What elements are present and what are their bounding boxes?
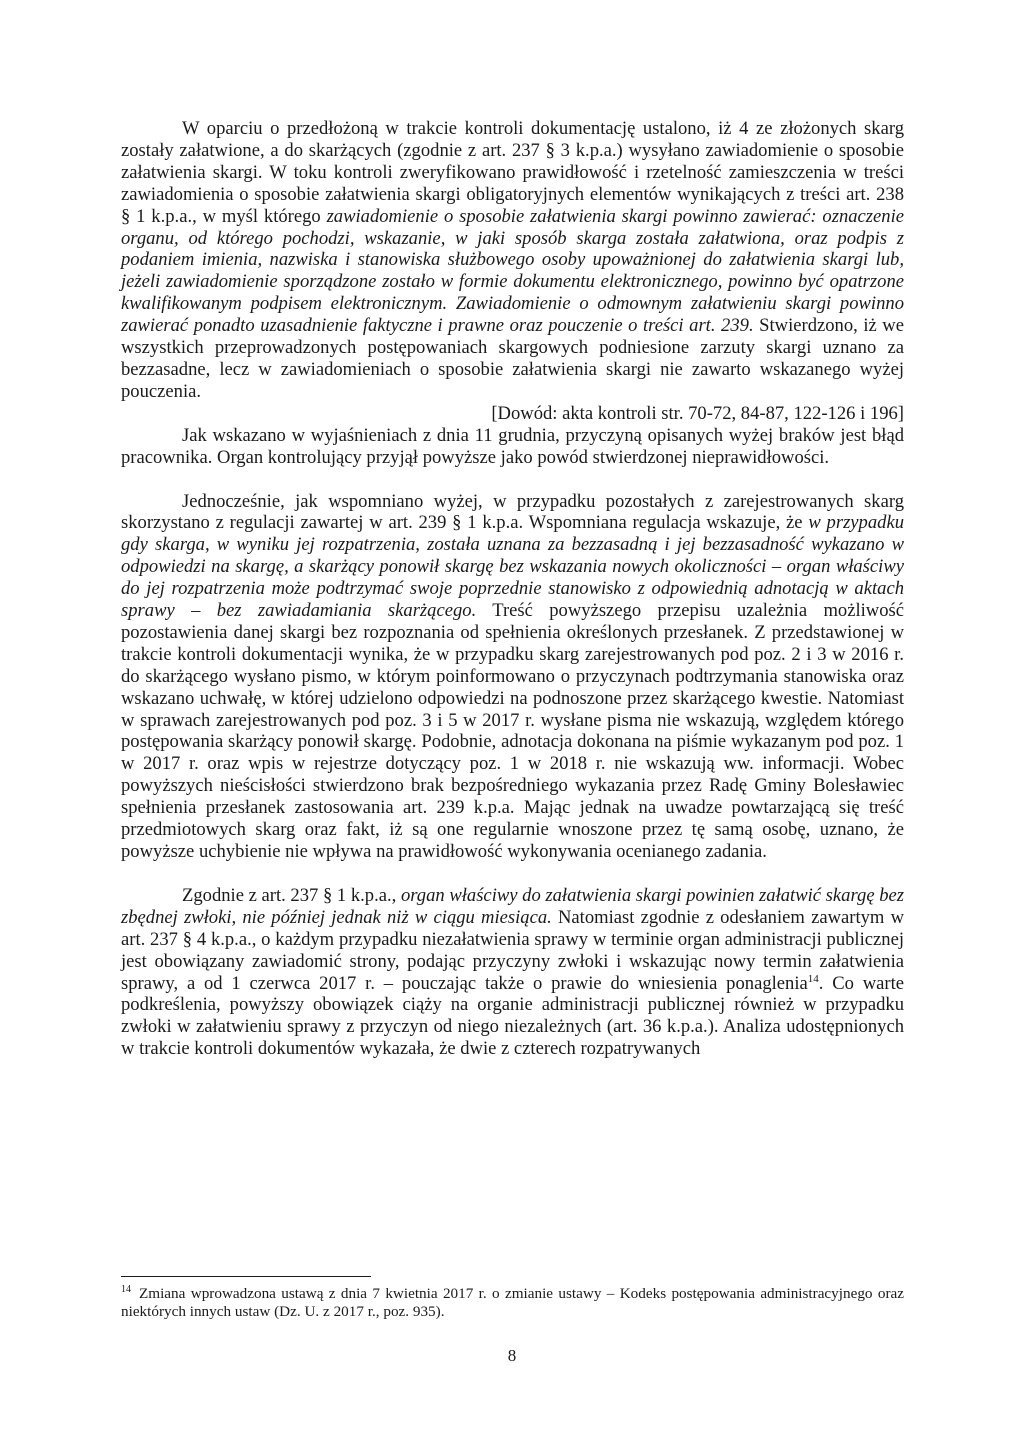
paragraph-text: Natomiast zgodnie z odesłaniem zawartym w art. 237 § 4 k.p.a., o każdym przypadku niezałatwienia sprawy w terminie organ administracji publicznej jest obowiązany zawiadomić strony, podając przyczyny zwłoki i wskazując nowy termin załatwienia sprawy, a od 1 czerwca 2017 r. – pouczając także o prawie do wniesienia ponaglenia	[121, 906, 905, 994]
footnote-reference[interactable]: 14	[807, 972, 819, 985]
footnote-divider	[121, 1276, 371, 1277]
paragraph-text: . Co warte podkreślenia, powyższy obowiązek ciąży na organie administracji publicznej również w przypadku zwłoki w załatwieniu sprawy z przyczyn od niego niezależnych (art. 36 k.p.a.). Analiza udostępnionych w trakcie kontroli dokumentów wykazała, że dwie z czterech rozpatrywanych	[121, 972, 905, 1060]
quoted-provision-art-237: organ właściwy do załatwienia skargi powinien załatwić skargę bez zbędnej zwłoki, nie później jednak niż w ciągu miesiąca.	[121, 884, 905, 928]
quoted-provision-art-238: zawiadomienie o sposobie załatwienia skargi powinno zawierać: oznaczenie organu, od którego pochodzi, wskazanie, w jaki sposób skarga została załatwiona, oraz podpis z podaniem imienia, nazwiska i stanowiska służbowego osoby upoważnionej do załatwienia skargi lub, jeżeli zawiadomienie sporządzone zostało w formie dokumentu elektronicznego, powinno być opatrzone kwalifikowanym podpisem elektronicznym. Zawiadomienie o odmownym załatwieniu skargi powinno zawierać ponadto uzasadnienie faktyczne i prawne oraz pouczenie o treści art. 239.	[121, 205, 904, 337]
footnote-number: 14	[121, 1283, 131, 1295]
paragraph-notification-elements	[121, 118, 904, 403]
paragraph-art-237	[121, 885, 904, 1060]
quoted-provision-art-239: w przypadku gdy skarga, w wyniku jej rozpatrzenia, została uznana za bezzasadną i jej bezzasadność wykazano w odpowiedzi na skargę, a skarżący ponowił skargę bez wskazania nowych okoliczności – organ właściwy do jej rozpatrzenia może podtrzymać swoje poprzednie stanowisko z odpowiednią adnotacją w aktach sprawy – bez zawiadamiania skarżącego.	[121, 512, 904, 622]
paragraph-art-239	[121, 491, 904, 863]
paragraph-explanation: Jak wskazano w wyjaśnieniach z dnia 11 grudnia, przyczyną opisanych wyżej braków jest błąd pracownika. Organ kontrolujący przyjął powyższe jako powód stwierdzonej nieprawidłowości.	[121, 424, 904, 468]
paragraph-text: Jednocześnie, jak wspomniano wyżej, w przypadku pozostałych z zarejestrowanych skarg skorzystano z regulacji zawartej w art. 239 § 1 k.p.a. Wspomniana regulacja wskazuje, że	[121, 490, 904, 534]
paragraph-text: Treść powyższego przepisu uzależnia możliwość pozostawienia danej skargi bez rozpoznania od spełnienia określonych przesłanek. Z przedstawionej w trakcie kontroli dokumentacji wynika, że w przypadku skarg zarejestrowanych pod poz. 2 i 3 w 2016 r. do skarżącego wysłano pismo, w którym poinformowano o przyczynach podtrzymania stanowiska oraz wskazano uchwałę, w której udzielono odpowiedzi na podnoszone przez skarżącego kwestie. Natomiast w sprawach zarejestrowanych pod poz. 3 i 5 w 2017 r. wysłane pisma nie wskazują, względem którego postępowania skarżący ponowił skargę. Podobnie, adnotacja dokonana na piśmie wykazanym pod poz. 1 w 2017 r. oraz wpis w rejestrze dotyczący poz. 1 w 2018 r. nie wskazują ww. informacji. Wobec powyższych nieścisłości stwierdzono brak bezpośredniego wykazania przez Radę Gminy Bolesławiec spełnienia przesłanek zastosowania art. 239 k.p.a. Mając jednak na uwadze powtarzającą się treść przedmiotowych skarg oraz fakt, iż są one regularnie wnoszone przez tę samą osobę, uznano, że powyższe uchybienie nie wpływa na prawidłowość wykonywania ocenianego zadania.	[121, 600, 904, 862]
page-number: 8	[507, 1346, 517, 1365]
paragraph-text: Stwierdzono, iż we wszystkich przeprowadzonych postępowaniach skargowych podniesione zarzuty skargi uznano za bezzasadne, lecz w zawiadomieniach o sposobie załatwienia skargi nie zawarto wskazanego wyżej pouczenia.	[121, 315, 904, 402]
document-body	[121, 118, 904, 1060]
evidence-reference: [Dowód: akta kontroli str. 70-72, 84-87, 122-126 i 196]	[491, 402, 904, 424]
paragraph-text: W oparciu o przedłożoną w trakcie kontroli dokumentację ustalono, iż 4 ze złożonych skarg zostały załatwione, a do skarżących (zgodnie z art. 237 § 3 k.p.a.) wysyłano zawiadomienie o sposobie załatwienia skargi. W toku kontroli zweryfikowano prawidłowość i rzetelność zamieszczenia w treści zawiadomienia o sposobie załatwienia skargi obligatoryjnych elementów wynikających z treści art. 238 § 1 k.p.a., w myśl którego	[121, 118, 904, 227]
footnote-text: Zmiana wprowadzona ustawą z dnia 7 kwietnia 2017 r. o zmianie ustawy – Kodeks postępowania administracyjnego oraz niektórych innych ustaw (Dz. U. z 2017 r., poz. 935).	[121, 1285, 904, 1320]
footnote	[121, 1285, 904, 1321]
paragraph-text: Zgodnie z art. 237 § 1 k.p.a.,	[182, 884, 401, 906]
